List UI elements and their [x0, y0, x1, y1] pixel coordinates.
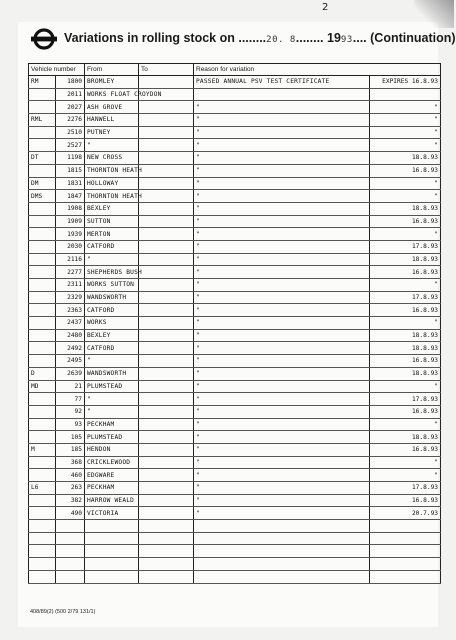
reason-cell: "	[194, 202, 370, 215]
from-cell: ASH GROVE	[85, 101, 139, 114]
vehicle-class-cell	[29, 240, 56, 253]
vehicle-class-cell	[29, 469, 56, 482]
form-code: 408/89(2) (500 2/79 131/1)	[30, 609, 96, 615]
from-cell: WANDSWORTH	[85, 367, 139, 380]
reason-cell: "	[194, 114, 370, 127]
expiry-date-cell: 18.8.93	[370, 367, 441, 380]
to-cell	[139, 520, 194, 533]
vehicle-class-cell	[29, 355, 56, 368]
reason-cell: "	[194, 355, 370, 368]
table-row	[29, 532, 441, 545]
reason-cell: "	[194, 342, 370, 355]
expiry-date-cell: 16.8.93	[370, 355, 441, 368]
from-cell: BEXLEY	[85, 329, 139, 342]
from-cell: SHEPHERDS BUSH	[85, 266, 139, 279]
reason-cell: "	[194, 494, 370, 507]
reason-cell: "	[194, 443, 370, 456]
to-cell	[139, 253, 194, 266]
vehicle-number-cell: 2363	[56, 304, 85, 317]
vehicle-class-cell	[29, 126, 56, 139]
column-header-reason: Reason for variation	[194, 64, 441, 76]
from-cell: PECKHAM	[85, 418, 139, 431]
reason-cell	[194, 570, 370, 583]
reason-cell: PASSED ANNUAL PSV TEST CERTIFICATE	[194, 76, 370, 89]
expiry-date-cell: 17.8.93	[370, 393, 441, 406]
corner-mark: 2	[322, 2, 329, 13]
reason-cell	[194, 88, 370, 101]
from-cell: PLUMSTEAD	[85, 380, 139, 393]
to-cell	[139, 152, 194, 165]
vehicle-number-cell: 1908	[56, 202, 85, 215]
to-cell	[139, 304, 194, 317]
to-cell	[139, 101, 194, 114]
from-cell: MERTON	[85, 228, 139, 241]
to-cell	[139, 114, 194, 127]
year-prefix: 19	[327, 31, 341, 45]
reason-cell: "	[194, 405, 370, 418]
table-row	[29, 76, 441, 89]
vehicle-number-cell	[56, 570, 85, 583]
from-cell: BROMLEY	[85, 76, 139, 89]
vehicle-class-cell	[29, 139, 56, 152]
expiry-date-cell: 16.8.93	[370, 443, 441, 456]
table-row	[29, 228, 441, 241]
expiry-date-cell	[370, 532, 441, 545]
vehicle-number-cell: 1847	[56, 190, 85, 203]
from-cell: "	[85, 393, 139, 406]
table-row	[29, 380, 441, 393]
vehicle-class-cell	[29, 342, 56, 355]
vehicle-number-cell: 2492	[56, 342, 85, 355]
table-row	[29, 139, 441, 152]
to-cell	[139, 431, 194, 444]
table-row	[29, 469, 441, 482]
expiry-date-cell: "	[370, 114, 441, 127]
vehicle-number-cell: 490	[56, 507, 85, 520]
expiry-date-cell: "	[370, 279, 441, 292]
from-cell	[85, 545, 139, 558]
from-cell: EDGWARE	[85, 469, 139, 482]
to-cell	[139, 405, 194, 418]
vehicle-number-cell: 185	[56, 443, 85, 456]
vehicle-class-cell	[29, 558, 56, 571]
reason-cell: "	[194, 177, 370, 190]
vehicle-number-cell: 2011	[56, 88, 85, 101]
document-title: Variations in rolling stock on ........20. 8........ 1993.... (Continuation)	[64, 31, 456, 45]
from-cell: WANDSWORTH	[85, 291, 139, 304]
reason-cell: "	[194, 279, 370, 292]
from-cell: HANWELL	[85, 114, 139, 127]
to-cell	[139, 418, 194, 431]
to-cell	[139, 507, 194, 520]
vehicle-number-cell	[56, 558, 85, 571]
from-cell: PLUMSTEAD	[85, 431, 139, 444]
reason-cell: "	[194, 101, 370, 114]
to-cell	[139, 532, 194, 545]
vehicle-class-cell: DMS	[29, 190, 56, 203]
expiry-date-cell: 16.8.93	[370, 266, 441, 279]
vehicle-class-cell	[29, 101, 56, 114]
table-row	[29, 152, 441, 165]
vehicle-class-cell: RM	[29, 76, 56, 89]
reason-cell: "	[194, 240, 370, 253]
to-cell	[139, 190, 194, 203]
vehicle-number-cell: 1198	[56, 152, 85, 165]
vehicle-class-cell	[29, 329, 56, 342]
table-row	[29, 355, 441, 368]
vehicle-class-cell	[29, 266, 56, 279]
reason-cell: "	[194, 152, 370, 165]
from-cell: WORKS SUTTON	[85, 279, 139, 292]
vehicle-number-cell	[56, 520, 85, 533]
table-body	[29, 76, 441, 584]
year-suffix: 93	[340, 35, 353, 45]
expiry-date-cell: "	[370, 317, 441, 330]
table-row	[29, 418, 441, 431]
from-cell: NEW CROSS	[85, 152, 139, 165]
expiry-date-cell: "	[370, 126, 441, 139]
from-cell: "	[85, 355, 139, 368]
from-cell: HARROW WEALD	[85, 494, 139, 507]
vehicle-class-cell	[29, 291, 56, 304]
page-corner-shadow	[414, 0, 454, 28]
vehicle-number-cell: 2527	[56, 139, 85, 152]
table-row	[29, 393, 441, 406]
expiry-date-cell: "	[370, 418, 441, 431]
date-day-month: 20. 8	[266, 35, 296, 45]
from-cell: SUTTON	[85, 215, 139, 228]
reason-cell: "	[194, 253, 370, 266]
expiry-date-cell: 18.8.93	[370, 202, 441, 215]
table-row	[29, 202, 441, 215]
title-prefix: Variations in rolling stock on	[64, 31, 235, 45]
from-cell: WORKS	[85, 317, 139, 330]
expiry-date-cell: 16.8.93	[370, 215, 441, 228]
table-row	[29, 126, 441, 139]
vehicle-class-cell: RML	[29, 114, 56, 127]
table-row	[29, 545, 441, 558]
to-cell	[139, 342, 194, 355]
expiry-date-cell: 16.8.93	[370, 494, 441, 507]
vehicle-number-cell: 105	[56, 431, 85, 444]
expiry-date-cell: 17.8.93	[370, 240, 441, 253]
vehicle-number-cell: 2276	[56, 114, 85, 127]
table-row	[29, 367, 441, 380]
to-cell	[139, 240, 194, 253]
reason-cell: "	[194, 367, 370, 380]
table-row	[29, 456, 441, 469]
reason-cell: "	[194, 215, 370, 228]
title-suffix: (Continuation)	[370, 31, 456, 45]
vehicle-class-cell: DM	[29, 177, 56, 190]
from-cell: CATFORD	[85, 304, 139, 317]
vehicle-number-cell: 2510	[56, 126, 85, 139]
table-row	[29, 177, 441, 190]
to-cell	[139, 380, 194, 393]
vehicle-number-cell: 2030	[56, 240, 85, 253]
to-cell	[139, 228, 194, 241]
vehicle-class-cell	[29, 279, 56, 292]
vehicle-class-cell	[29, 253, 56, 266]
vehicle-class-cell	[29, 228, 56, 241]
from-cell: WORKS FLOAT CROYDON	[85, 88, 139, 101]
from-cell: HOLLOWAY	[85, 177, 139, 190]
reason-cell: "	[194, 393, 370, 406]
table-row	[29, 164, 441, 177]
vehicle-number-cell: 263	[56, 482, 85, 495]
reason-cell: "	[194, 164, 370, 177]
expiry-date-cell	[370, 520, 441, 533]
expiry-date-cell: 17.8.93	[370, 482, 441, 495]
table-row	[29, 88, 441, 101]
to-cell	[139, 558, 194, 571]
vehicle-class-cell	[29, 202, 56, 215]
expiry-date-cell: "	[370, 177, 441, 190]
reason-cell	[194, 520, 370, 533]
reason-cell: "	[194, 482, 370, 495]
table-row	[29, 291, 441, 304]
to-cell	[139, 367, 194, 380]
to-cell	[139, 482, 194, 495]
expiry-date-cell	[370, 570, 441, 583]
reason-cell: "	[194, 329, 370, 342]
vehicle-class-cell: MD	[29, 380, 56, 393]
table-row	[29, 342, 441, 355]
vehicle-class-cell: DT	[29, 152, 56, 165]
expiry-date-cell	[370, 88, 441, 101]
to-cell	[139, 456, 194, 469]
table-row	[29, 329, 441, 342]
from-cell: BEXLEY	[85, 202, 139, 215]
vehicle-class-cell	[29, 456, 56, 469]
to-cell	[139, 469, 194, 482]
to-cell	[139, 355, 194, 368]
to-cell	[139, 164, 194, 177]
from-cell: THORNTON HEATH	[85, 190, 139, 203]
from-cell: CATFORD	[85, 342, 139, 355]
vehicle-number-cell: 2495	[56, 355, 85, 368]
vehicle-number-cell: 460	[56, 469, 85, 482]
reason-cell: "	[194, 304, 370, 317]
from-cell: "	[85, 139, 139, 152]
vehicle-number-cell: 2437	[56, 317, 85, 330]
expiry-date-cell: 16.8.93	[370, 405, 441, 418]
table-row	[29, 431, 441, 444]
table-row	[29, 101, 441, 114]
reason-cell	[194, 532, 370, 545]
vehicle-class-cell	[29, 418, 56, 431]
vehicle-number-cell	[56, 532, 85, 545]
expiry-date-cell: EXPIRES 16.8.93	[370, 76, 441, 89]
to-cell	[139, 443, 194, 456]
vehicle-class-cell: D	[29, 367, 56, 380]
from-cell	[85, 520, 139, 533]
reason-cell: "	[194, 456, 370, 469]
vehicle-number-cell: 1815	[56, 164, 85, 177]
expiry-date-cell: 18.8.93	[370, 152, 441, 165]
vehicle-number-cell: 1831	[56, 177, 85, 190]
vehicle-number-cell: 2329	[56, 291, 85, 304]
table-row	[29, 279, 441, 292]
from-cell: PECKHAM	[85, 482, 139, 495]
to-cell	[139, 317, 194, 330]
vehicle-class-cell	[29, 570, 56, 583]
vehicle-number-cell: 1909	[56, 215, 85, 228]
vehicle-number-cell: 92	[56, 405, 85, 418]
table-row	[29, 405, 441, 418]
reason-cell: "	[194, 431, 370, 444]
to-cell	[139, 126, 194, 139]
from-cell: THORNTON HEATH	[85, 164, 139, 177]
vehicle-number-cell: 2639	[56, 367, 85, 380]
from-cell: PUTNEY	[85, 126, 139, 139]
expiry-date-cell	[370, 545, 441, 558]
to-cell	[139, 570, 194, 583]
vehicle-class-cell	[29, 494, 56, 507]
column-header-to: To	[139, 64, 194, 76]
reason-cell	[194, 558, 370, 571]
expiry-date-cell: "	[370, 101, 441, 114]
vehicle-class-cell	[29, 545, 56, 558]
expiry-date-cell: 18.8.93	[370, 253, 441, 266]
expiry-date-cell: 18.8.93	[370, 431, 441, 444]
table-row	[29, 558, 441, 571]
reason-cell: "	[194, 291, 370, 304]
to-cell	[139, 291, 194, 304]
expiry-date-cell: 20.7.93	[370, 507, 441, 520]
vehicle-class-cell	[29, 393, 56, 406]
to-cell	[139, 279, 194, 292]
expiry-date-cell	[370, 558, 441, 571]
vehicle-number-cell: 382	[56, 494, 85, 507]
to-cell	[139, 329, 194, 342]
vehicle-number-cell: 2116	[56, 253, 85, 266]
reason-cell: "	[194, 266, 370, 279]
from-cell	[85, 570, 139, 583]
table-row	[29, 114, 441, 127]
from-cell: HENDON	[85, 443, 139, 456]
to-cell	[139, 494, 194, 507]
column-header-vehicle-number: Vehicle number	[29, 64, 85, 76]
table-row	[29, 215, 441, 228]
expiry-date-cell: "	[370, 380, 441, 393]
expiry-date-cell: "	[370, 139, 441, 152]
reason-cell: "	[194, 139, 370, 152]
table-row	[29, 570, 441, 583]
table-row	[29, 482, 441, 495]
table-row	[29, 520, 441, 533]
vehicle-number-cell: 93	[56, 418, 85, 431]
vehicle-class-cell	[29, 532, 56, 545]
reason-cell: "	[194, 228, 370, 241]
rolling-stock-table	[28, 63, 441, 584]
vehicle-class-cell	[29, 88, 56, 101]
vehicle-number-cell: 2480	[56, 329, 85, 342]
expiry-date-cell: "	[370, 456, 441, 469]
from-cell: CATFORD	[85, 240, 139, 253]
expiry-date-cell: "	[370, 190, 441, 203]
reason-cell: "	[194, 126, 370, 139]
to-cell	[139, 545, 194, 558]
vehicle-class-cell: L6	[29, 482, 56, 495]
table-row	[29, 253, 441, 266]
from-cell: CRICKLEWOOD	[85, 456, 139, 469]
vehicle-number-cell: 77	[56, 393, 85, 406]
expiry-date-cell: 18.8.93	[370, 342, 441, 355]
expiry-date-cell: 17.8.93	[370, 291, 441, 304]
reason-cell: "	[194, 380, 370, 393]
reason-cell: "	[194, 469, 370, 482]
vehicle-number-cell: 2277	[56, 266, 85, 279]
table-row	[29, 443, 441, 456]
to-cell	[139, 139, 194, 152]
vehicle-number-cell: 2311	[56, 279, 85, 292]
table-row	[29, 494, 441, 507]
vehicle-number-cell: 368	[56, 456, 85, 469]
vehicle-class-cell	[29, 215, 56, 228]
to-cell	[139, 215, 194, 228]
vehicle-class-cell	[29, 317, 56, 330]
expiry-date-cell: 16.8.93	[370, 304, 441, 317]
table-row	[29, 240, 441, 253]
from-cell: "	[85, 405, 139, 418]
table-row	[29, 266, 441, 279]
to-cell	[139, 393, 194, 406]
vehicle-number-cell: 2027	[56, 101, 85, 114]
roundel-logo-icon	[30, 28, 58, 50]
vehicle-class-cell: M	[29, 443, 56, 456]
from-cell	[85, 532, 139, 545]
vehicle-number-cell	[56, 545, 85, 558]
expiry-date-cell: 18.8.93	[370, 329, 441, 342]
vehicle-class-cell	[29, 304, 56, 317]
reason-cell: "	[194, 418, 370, 431]
to-cell	[139, 76, 194, 89]
vehicle-class-cell	[29, 164, 56, 177]
vehicle-class-cell	[29, 507, 56, 520]
table-row	[29, 317, 441, 330]
table-row	[29, 507, 441, 520]
expiry-date-cell: "	[370, 228, 441, 241]
reason-cell: "	[194, 190, 370, 203]
table-row	[29, 304, 441, 317]
table-header-row	[29, 64, 441, 76]
vehicle-number-cell: 21	[56, 380, 85, 393]
expiry-date-cell: "	[370, 469, 441, 482]
vehicle-number-cell: 1939	[56, 228, 85, 241]
from-cell: VICTORIA	[85, 507, 139, 520]
reason-cell: "	[194, 317, 370, 330]
expiry-date-cell: 16.8.93	[370, 164, 441, 177]
from-cell	[85, 558, 139, 571]
table-row	[29, 190, 441, 203]
vehicle-number-cell: 1800	[56, 76, 85, 89]
vehicle-class-cell	[29, 520, 56, 533]
column-header-from: From	[85, 64, 139, 76]
to-cell	[139, 266, 194, 279]
from-cell: "	[85, 253, 139, 266]
to-cell	[139, 177, 194, 190]
vehicle-class-cell	[29, 431, 56, 444]
reason-cell: "	[194, 507, 370, 520]
vehicle-class-cell	[29, 405, 56, 418]
to-cell	[139, 202, 194, 215]
reason-cell	[194, 545, 370, 558]
